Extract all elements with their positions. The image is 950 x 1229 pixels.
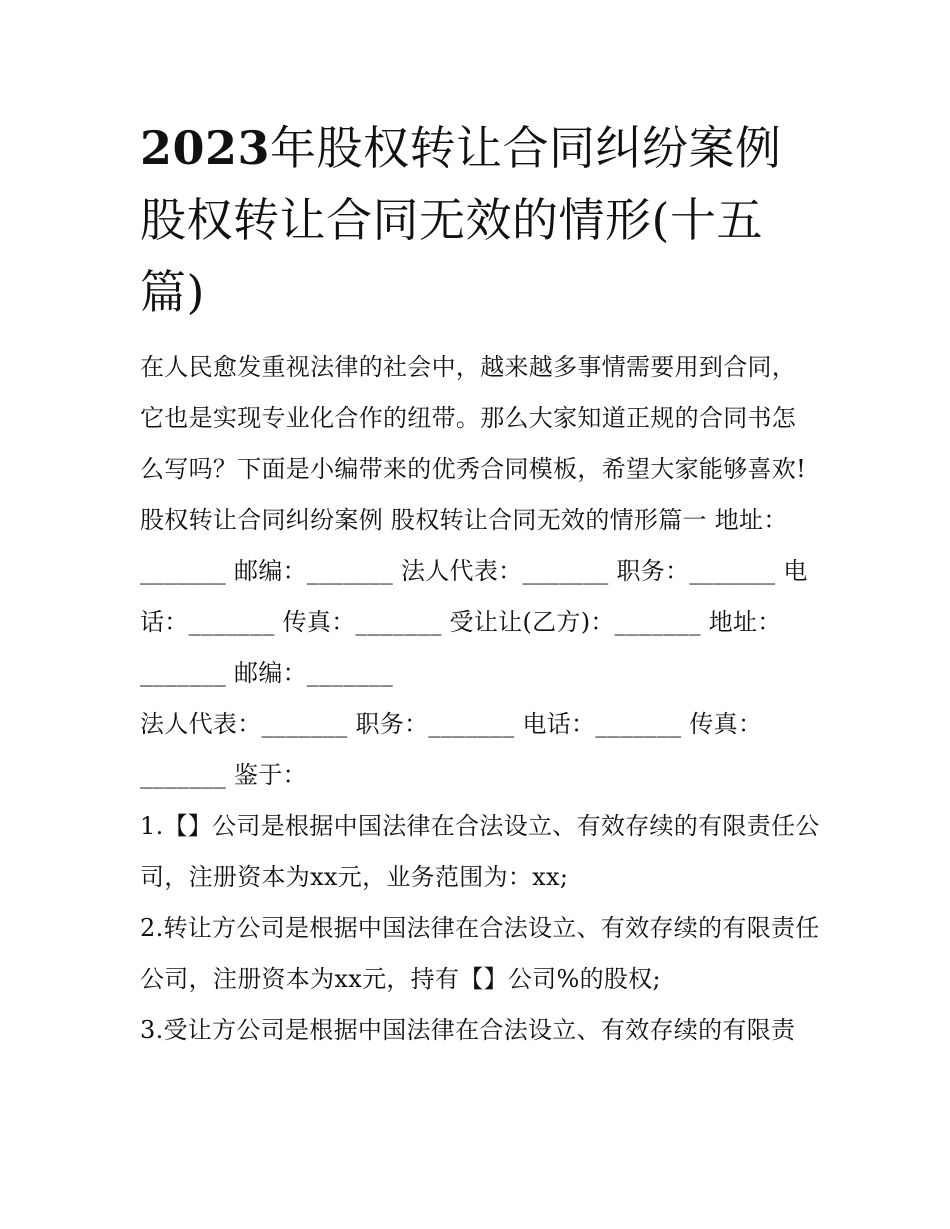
title-year: 2023 bbox=[140, 121, 271, 175]
clause-1: 1.【】公司是根据中国法律在合法设立、有效存续的有限责任公司，注册资本为xx元，业务范围为：xx; bbox=[140, 812, 820, 891]
intro-paragraph: 在人民愈发重视法律的社会中，越来越多事情需要用到合同，它也是实现专业化合作的纽带。那么大家知道正规的合同书怎么写吗？下面是小编带来的优秀合同模板，希望大家能够喜欢! bbox=[140, 353, 807, 483]
clause-2: 2.转让方公司是根据中国法律在合法设立、有效存续的有限责任公司，注册资本为xx元，持有【】公司%的股权; bbox=[140, 914, 820, 993]
party-info-paragraph-2: 法人代表：_______ 职务：_______ 电话：_______ 传真：_______ 鉴于： bbox=[140, 710, 763, 789]
title-text: 年股权转让合同纠纷案例股权转让合同无效的情形(十五篇) bbox=[140, 121, 782, 319]
document-body bbox=[140, 112, 820, 1056]
document-title bbox=[140, 112, 820, 328]
party-info-paragraph: 股权转让合同纠纷案例 股权转让合同无效的情形篇一 地址：_______ 邮编：_______ 法人代表：_______ 职务：_______ 电话：_______ 传真：_______ 受让让(乙方)：_______ 地址：_______ 邮编：_______ bbox=[140, 506, 808, 687]
clause-3: 3.受让方公司是根据中国法律在合法设立、有效存续的有限责 bbox=[140, 1016, 796, 1044]
